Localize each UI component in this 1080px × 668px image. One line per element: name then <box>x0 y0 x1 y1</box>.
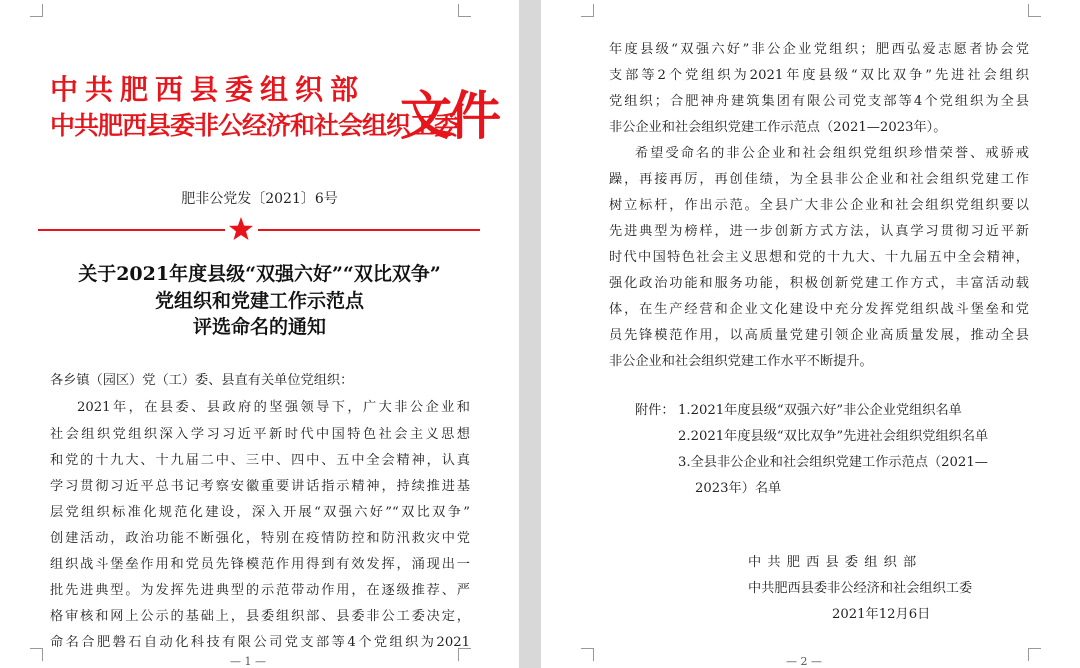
body-line: 支部等2个党组织为2021年度县级“双比双争”先进社会组织 <box>609 68 1029 83</box>
body-line: 非公企业和社会组织党建工作示范点（2021—2023年）。 <box>609 120 947 135</box>
body-line: 躁，再接再厉，再创佳绩，为全县非公企业和社会组织党建工作 <box>609 172 1029 187</box>
signature-date: 2021年12月6日 <box>832 607 931 622</box>
attachment-item: 2023年）名单 <box>695 481 782 496</box>
red-star-icon <box>228 216 254 242</box>
body-line: 组织战斗堡垒作用和党员先锋模范作用得到有效发挥，涌现出一 <box>50 557 470 572</box>
doc-title-line: 党组织和党建工作示范点 <box>154 290 364 312</box>
body-line: 党组织；合肥神舟建筑集团有限公司党支部等4个党组织为全县 <box>609 94 1029 109</box>
doc-title-line: 关于2021年度县级“双强六好”“双比双争” <box>78 263 441 285</box>
body-line: 创建活动，政治功能不断强化，特别在疫情防控和防汛救灾中党 <box>50 531 470 546</box>
crop-mark <box>30 4 43 17</box>
crop-mark <box>581 648 594 661</box>
attachment-item: 3.全县非公企业和社会组织党建工作示范点（2021— <box>678 455 988 470</box>
body-line: 树立标杆，作出示范。全县广大非公企业和社会组织党组织要以 <box>609 198 1029 213</box>
body-line: 希望受命名的非公企业和社会组织党组织珍惜荣誉、戒骄戒 <box>635 146 1029 161</box>
doc-title-line: 评选命名的通知 <box>192 316 326 338</box>
body-line: 层党组织标准化规范化建设，深入开展“双强六好”“双比双争” <box>50 505 470 520</box>
crop-mark <box>458 4 471 17</box>
body-line: 非公企业和社会组织党建工作水平不断提升。 <box>609 354 873 369</box>
body-line: 命名合肥磐石自动化科技有限公司党支部等4个党组织为2021 <box>50 635 470 650</box>
body-line: 和党的十九大、十九届二中、三中、四中、五中全会精神，认真 <box>50 453 470 468</box>
document-page-1 <box>0 0 519 668</box>
document-number: 肥非公党发〔2021〕6号 <box>181 191 338 207</box>
red-divider-right <box>258 229 480 231</box>
attachment-item: 1.2021年度县级“双强六好”非公企业党组织名单 <box>678 403 962 418</box>
signature-org-2: 中共肥西县委非公经济和社会组织工委 <box>748 581 973 596</box>
signature-org-1: 中 共 肥 西 县 委 组 织 部 <box>748 555 918 570</box>
crop-mark <box>1028 648 1041 661</box>
red-divider-left <box>38 229 225 231</box>
body-line: 社会组织党组织深入学习习近平新时代中国特色社会主义思想 <box>50 427 470 442</box>
crop-mark <box>30 648 43 661</box>
crop-mark <box>1028 4 1041 17</box>
page-number: — 1 — <box>230 655 266 668</box>
body-line: 时代中国特色社会主义思想和党的十九大、十九届五中全会精神， <box>609 250 1029 265</box>
body-line: 2021年，在县委、县政府的坚强领导下，广大非公企业和 <box>77 400 470 415</box>
attachment-item: 2.2021年度县级“双比双争”先进社会组织党组织名单 <box>678 429 989 444</box>
body-line: 强化政治功能和服务功能，积极创新党建工作方式，丰富活动载 <box>609 276 1029 291</box>
header-org-name-2: 中共肥西县委非公经济和社会组织工委 <box>50 111 459 140</box>
body-line: 批先进典型。为发挥先进典型的示范带动作用，在逐级推荐、严 <box>50 583 470 598</box>
body-line: 先进典型为榜样，进一步创新方式方法，认真学习贯彻习近平新 <box>609 224 1029 239</box>
attachments-label: 附件： <box>635 403 675 418</box>
body-line: 年度县级“双强六好”非公企业党组织；肥西弘爱志愿者协会党 <box>609 42 1029 57</box>
body-line: 学习贯彻习近平总书记考察安徽重要讲话指示精神，持续推进基 <box>50 479 470 494</box>
body-line: 员先锋模范作用，以高质量党建引领企业高质量发展，推动全县 <box>609 328 1029 343</box>
crop-mark <box>581 4 594 17</box>
header-org-name-1: 中共肥西县委组织部 <box>50 73 366 106</box>
salutation: 各乡镇（园区）党（工）委、县直有关单位党组织： <box>50 373 354 388</box>
body-line: 格审核和网上公示的基础上，县委组织部、县委非公工委决定， <box>50 609 470 624</box>
body-line: 体，在生产经营和企业文化建设中充分发挥党组织战斗堡垒和党 <box>609 302 1029 317</box>
page-number: — 2 — <box>786 655 822 668</box>
header-doc-word: 文件 <box>400 86 499 147</box>
